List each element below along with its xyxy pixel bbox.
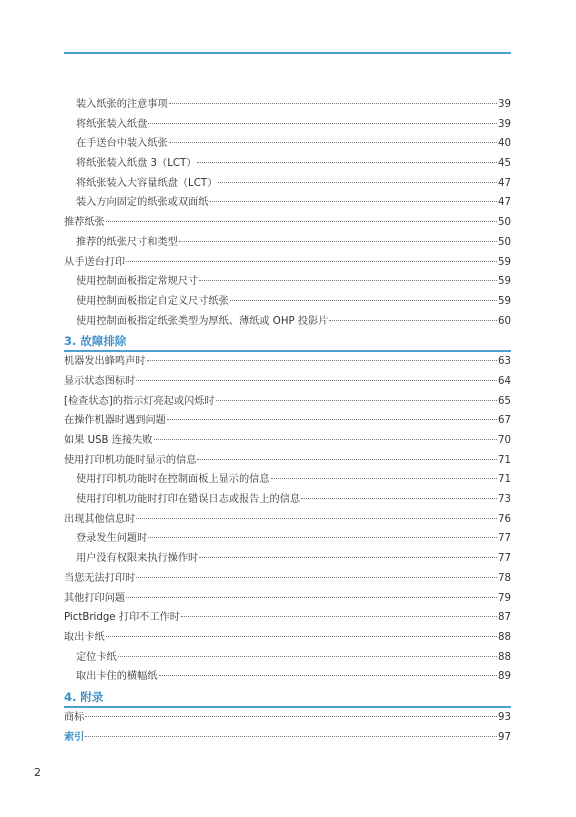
- toc-entry-page: 59: [498, 256, 511, 268]
- toc-entry-title: 当您无法打印时: [64, 572, 136, 584]
- dot-leader: [271, 477, 497, 479]
- toc-entry-page: 59: [498, 276, 511, 288]
- toc-entry-page: 50: [498, 236, 511, 248]
- toc-entry-title: PictBridge 打印不工作时: [64, 612, 180, 624]
- dot-leader: [85, 735, 497, 737]
- dot-leader: [169, 102, 497, 104]
- toc-entry-title: 将纸张装入纸盘 3（LCT）: [76, 158, 197, 170]
- toc-entry-page: 70: [498, 435, 511, 446]
- dot-leader: [197, 458, 497, 460]
- toc-entry-title: 将纸张装入大容量纸盘（LCT）: [76, 177, 218, 189]
- toc-entry-title: 定位卡纸: [76, 651, 117, 663]
- dot-leader: [197, 161, 497, 163]
- dot-leader: [159, 674, 498, 676]
- toc-entry[interactable]: [64, 233, 511, 253]
- toc-entry[interactable]: [64, 708, 511, 728]
- dot-leader: [167, 418, 497, 420]
- dot-leader: [126, 260, 497, 262]
- toc-entry-page: 39: [498, 99, 511, 110]
- toc-entry-title: 使用打印机功能时打印在错误日志或报告上的信息: [76, 494, 301, 506]
- toc-entry[interactable]: [64, 648, 511, 668]
- toc-entry-page: 63: [498, 356, 511, 368]
- toc-entry[interactable]: [64, 272, 511, 292]
- toc-entry[interactable]: [64, 451, 511, 471]
- toc-entry[interactable]: [64, 392, 511, 412]
- toc-entry-page: 87: [498, 612, 511, 624]
- dot-leader: [179, 240, 497, 242]
- chapter-heading: 3. 故障排除: [64, 331, 511, 352]
- toc-entry-page: 60: [498, 315, 511, 327]
- dot-leader: [230, 299, 497, 301]
- toc-entry-page: 47: [498, 197, 511, 209]
- toc-entry-page: 79: [498, 592, 511, 604]
- toc-entry-page: 71: [498, 454, 511, 466]
- toc-entry[interactable]: [64, 312, 511, 332]
- toc-entry[interactable]: [64, 95, 511, 115]
- toc-entry[interactable]: [64, 529, 511, 549]
- toc-entry-title: 从手送台打印: [64, 256, 126, 268]
- dot-leader: [147, 359, 498, 361]
- toc-entry-page: 71: [498, 474, 511, 486]
- toc-entry-page: 78: [498, 572, 511, 584]
- toc-entry-title: 出现其他信息时: [64, 513, 136, 525]
- toc-entry-title: 推荐的纸张尺寸和类型: [76, 236, 178, 248]
- toc-entry[interactable]: [64, 510, 511, 530]
- dot-leader: [216, 399, 497, 401]
- toc-entry[interactable]: [64, 549, 511, 569]
- toc-entry[interactable]: [64, 154, 511, 174]
- toc-entry-page: 76: [498, 513, 511, 525]
- toc-entry-page: 40: [498, 138, 511, 150]
- dot-leader: [136, 379, 497, 381]
- dot-leader: [218, 181, 497, 183]
- toc-entry-title: 装入方向固定的纸张或双面纸: [76, 197, 209, 209]
- toc-entry[interactable]: [64, 411, 511, 431]
- dot-leader: [148, 122, 497, 124]
- dot-leader: [136, 517, 497, 519]
- toc-entry-title: [检查状态]的指示灯亮起或闪烁时: [64, 395, 215, 407]
- dot-leader: [199, 556, 497, 558]
- dot-leader: [106, 220, 497, 222]
- toc-entry-page: 39: [498, 118, 511, 130]
- dot-leader: [199, 279, 497, 281]
- dot-leader: [118, 655, 497, 657]
- toc-entry[interactable]: [64, 352, 511, 372]
- toc-entry[interactable]: [64, 431, 511, 451]
- toc-entry[interactable]: [64, 193, 511, 213]
- dot-leader: [148, 536, 497, 538]
- toc-entry-page: 45: [498, 158, 511, 170]
- toc-entry-title: 在手送台中装入纸张: [76, 138, 168, 150]
- table-of-contents: [64, 95, 511, 747]
- toc-entry-title: 装入纸张的注意事项: [76, 99, 168, 110]
- toc-entry-title: 推荐纸张: [64, 217, 105, 229]
- toc-entry[interactable]: [64, 490, 511, 510]
- toc-entry[interactable]: [64, 569, 511, 589]
- toc-entry-title: 取出卡住的横幅纸: [76, 671, 158, 683]
- chapter-heading: 4. 附录: [64, 687, 511, 708]
- dot-leader: [106, 635, 497, 637]
- toc-entry-title: 机器发出蜂鸣声时: [64, 356, 146, 368]
- toc-entry-title: 将纸张装入纸盘: [76, 118, 148, 130]
- toc-entry[interactable]: [64, 115, 511, 135]
- toc-entry-title: 索引: [64, 731, 85, 743]
- toc-entry-title: 使用打印机功能时显示的信息: [64, 454, 197, 466]
- toc-entry[interactable]: [64, 470, 511, 490]
- toc-entry-title: 其他打印问题: [64, 592, 126, 604]
- toc-entry-page: 73: [498, 494, 511, 506]
- toc-entry-title: 商标: [64, 711, 85, 723]
- toc-entry-title: 使用打印机功能时在控制面板上显示的信息: [76, 474, 270, 486]
- toc-entry-title: 用户没有权限来执行操作时: [76, 553, 199, 565]
- toc-entry-page: 65: [498, 395, 511, 407]
- toc-entry[interactable]: [64, 292, 511, 312]
- toc-entry-title: 如果 USB 连接失败: [64, 435, 153, 446]
- toc-entry[interactable]: [64, 372, 511, 392]
- toc-entry[interactable]: [64, 608, 511, 628]
- toc-entry-page: 47: [498, 177, 511, 189]
- toc-index-entry[interactable]: [64, 728, 511, 748]
- toc-entry-page: 64: [498, 375, 511, 387]
- toc-entry-page: 93: [498, 711, 511, 723]
- toc-entry-title: 显示状态图标时: [64, 375, 136, 387]
- dot-leader: [154, 438, 498, 440]
- toc-entry-page: 59: [498, 295, 511, 307]
- toc-entry-title: 登录发生问题时: [76, 533, 148, 545]
- dot-leader: [169, 141, 497, 143]
- toc-entry-page: 88: [498, 631, 511, 643]
- toc-entry[interactable]: [64, 628, 511, 648]
- dot-leader: [85, 715, 497, 717]
- dot-leader: [209, 200, 497, 202]
- toc-entry-title: 取出卡纸: [64, 631, 105, 643]
- dot-leader: [136, 576, 497, 578]
- toc-entry[interactable]: [64, 589, 511, 609]
- toc-entry-page: 97: [498, 731, 511, 743]
- page-number: 2: [34, 766, 41, 779]
- toc-entry-page: 88: [498, 651, 511, 663]
- header-rule: [64, 52, 511, 54]
- toc-entry-title: 使用控制面板指定纸张类型为厚纸、薄纸或 OHP 投影片: [76, 315, 329, 327]
- toc-entry[interactable]: [64, 253, 511, 273]
- dot-leader: [126, 596, 497, 598]
- dot-leader: [181, 615, 497, 617]
- dot-leader: [329, 319, 497, 321]
- toc-entry[interactable]: [64, 667, 511, 687]
- toc-entry-page: 67: [498, 415, 511, 427]
- toc-entry-title: 使用控制面板指定常规尺寸: [76, 276, 199, 288]
- toc-entry-page: 77: [498, 553, 511, 565]
- toc-entry-page: 89: [498, 671, 511, 683]
- toc-entry[interactable]: [64, 174, 511, 194]
- toc-entry-title: 使用控制面板指定自定义尺寸纸张: [76, 295, 229, 307]
- toc-entry-page: 50: [498, 217, 511, 229]
- toc-entry-title: 在操作机器时遇到问题: [64, 415, 166, 427]
- dot-leader: [301, 497, 497, 499]
- toc-entry[interactable]: [64, 213, 511, 233]
- toc-entry[interactable]: [64, 134, 511, 154]
- toc-entry-page: 77: [498, 533, 511, 545]
